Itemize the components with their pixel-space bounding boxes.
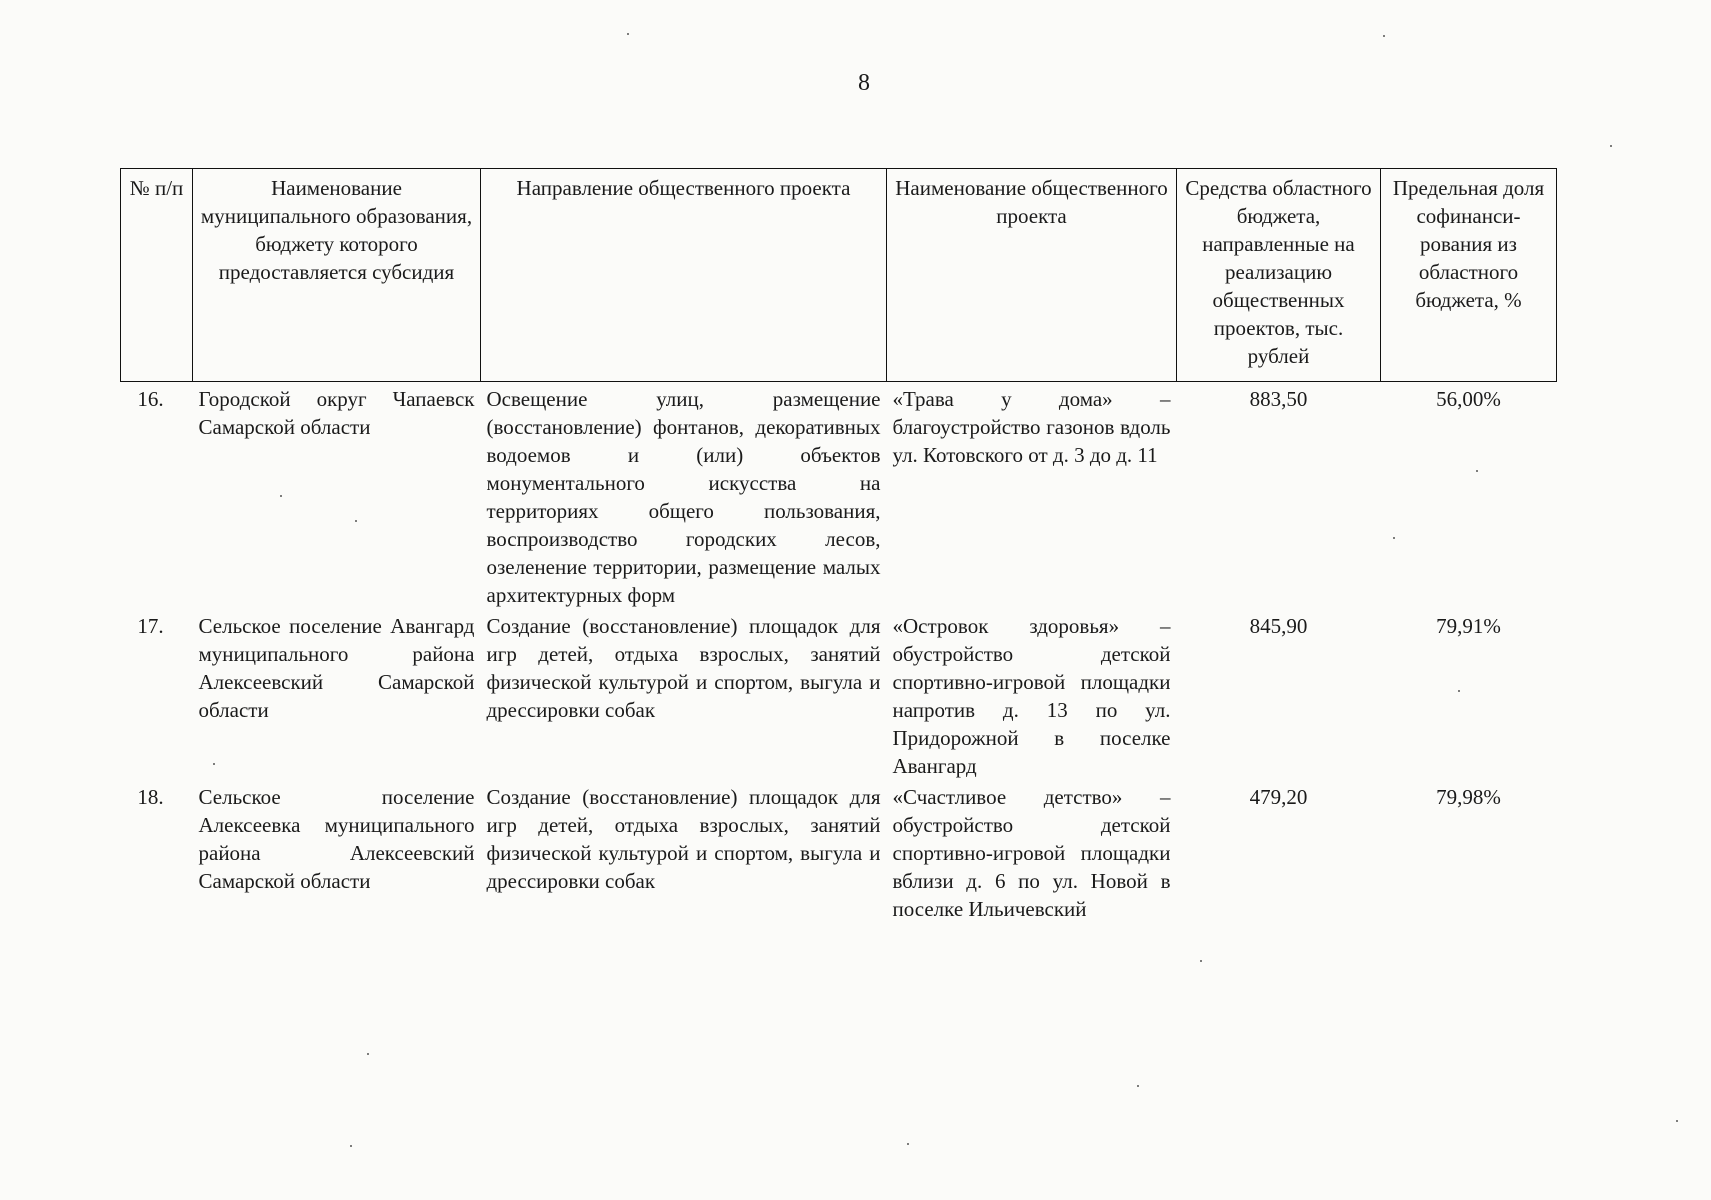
table-row (121, 780, 1557, 953)
scan-speck (1383, 35, 1385, 37)
row-municipality: Городской округ Чапаевск Самарской области (198, 387, 475, 439)
row-number: 17. (137, 614, 164, 638)
scan-speck (1458, 690, 1460, 692)
header-direction: Направление общественного проекта (481, 169, 887, 382)
row-municipality: Сельское поселение Алексеевка муниципального района Алексеевский Самарской области (198, 785, 475, 893)
scan-speck (627, 33, 629, 35)
header-row (121, 169, 1557, 382)
scan-speck (1137, 1085, 1139, 1087)
header-municipality: Наименование муниципального образования, бюджету которого предоставляется субсидия (193, 169, 481, 382)
table-row (121, 609, 1557, 780)
header-project: Наименование общественного проекта (887, 169, 1177, 382)
row-number: 16. (137, 387, 164, 411)
row-number: 18. (137, 785, 164, 809)
header-share: Предельная доля софинанси-рования из областного бюджета, % (1381, 169, 1557, 382)
row-project: «Трава у дома» – благоустройство газонов вдоль ул. Котовского от д. 3 до д. 11 (892, 387, 1171, 467)
row-funds: 883,50 (1249, 387, 1308, 411)
scan-speck (1393, 537, 1395, 539)
row-direction: Создание (восстановление) площадок для игр детей, отдыха взрослых, занятий физической культурой и спортом, выгула и дрессировки собак (486, 785, 881, 893)
scan-speck (355, 520, 357, 522)
header-number: № п/п (121, 169, 193, 382)
scan-speck (213, 763, 215, 765)
row-share: 79,98% (1436, 785, 1501, 809)
subsidy-table (120, 168, 1557, 953)
row-direction: Создание (восстановление) площадок для игр детей, отдыха взрослых, занятий физической культурой и спортом, выгула и дрессировки собак (486, 614, 881, 722)
scan-speck (280, 495, 282, 497)
row-funds: 845,90 (1249, 614, 1308, 638)
scan-speck (350, 1145, 352, 1147)
row-direction: Освещение улиц, размещение (восстановление) фонтанов, декоративных водоемов и (или) объектов монументального искусства на территориях общего пользования, воспроизводство городских лесов, озеленение территории, размещение малых архитектурных форм (486, 387, 881, 607)
scan-speck (1676, 1120, 1678, 1122)
row-municipality: Сельское поселение Авангард муниципального района Алексеевский Самарской области (198, 614, 475, 722)
row-project: «Островок здоровья» – обустройство детской спортивно-игровой площадки напротив д. 13 по ул. Придорожной в поселке Авангард (892, 614, 1171, 778)
header-funds: Средства областного бюджета, направленные на реализацию общественных проектов, тыс. рублей (1177, 169, 1381, 382)
scan-speck (1476, 470, 1478, 472)
scan-speck (1200, 960, 1202, 962)
scan-speck (907, 1143, 909, 1145)
table-header (121, 169, 1557, 382)
table-body (121, 382, 1557, 954)
row-funds: 479,20 (1249, 785, 1308, 809)
subsidy-table-container (120, 168, 1556, 953)
row-share: 56,00% (1436, 387, 1501, 411)
page-number: 8 (858, 70, 870, 96)
table-row (121, 382, 1557, 610)
row-share: 79,91% (1436, 614, 1501, 638)
scan-speck (367, 1053, 369, 1055)
row-project: «Счастливое детство» – обустройство детской спортивно-игровой площадки вблизи д. 6 по ул. Новой в поселке Ильичевский (892, 785, 1171, 921)
scan-speck (1610, 145, 1612, 147)
